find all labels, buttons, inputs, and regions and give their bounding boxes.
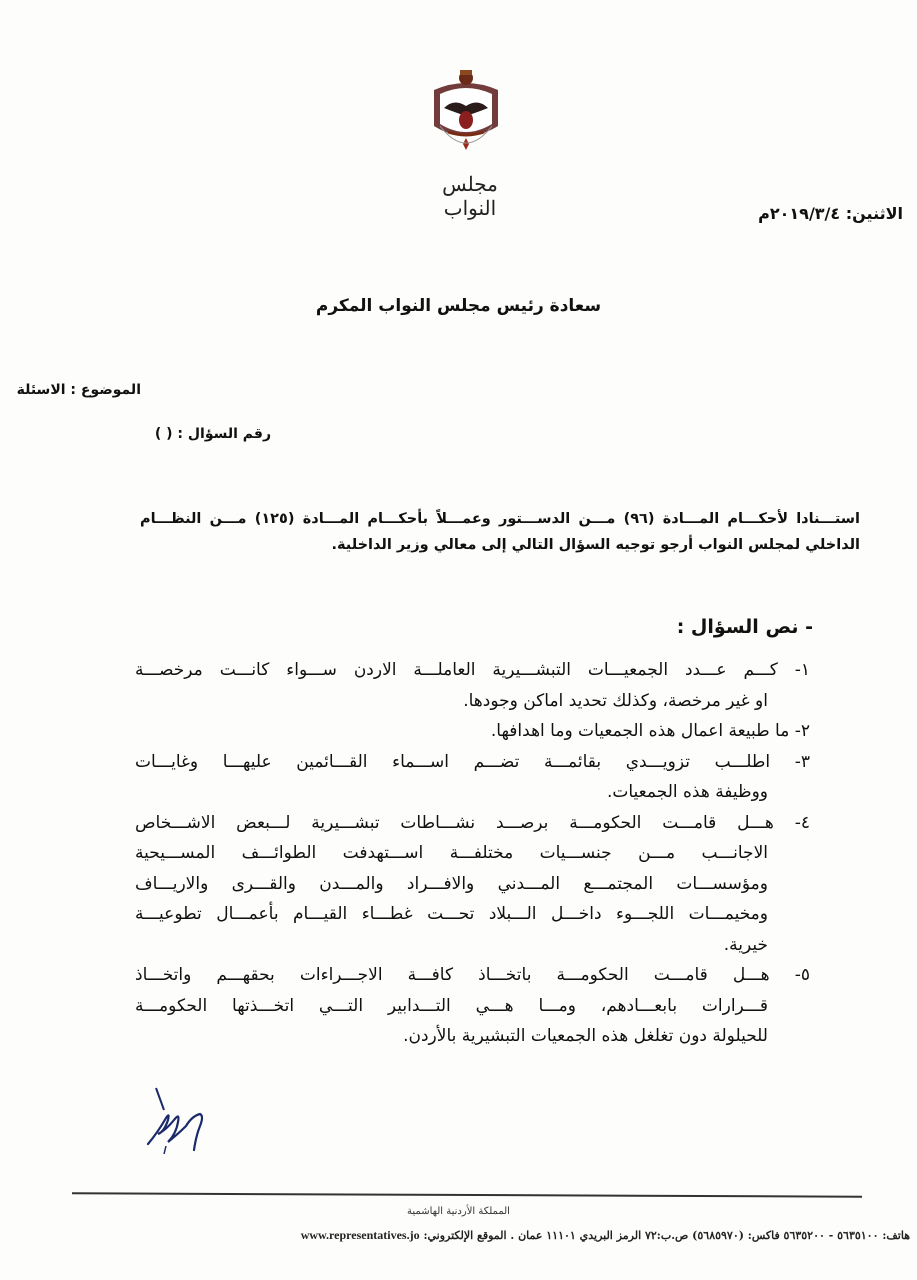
question-text: اطلـــب تزويـــدي بقائمـــة تضـــم اســـماء القـــائمين عليهـــا وغايـــات: [135, 751, 771, 772]
question-item: [135, 716, 810, 747]
question-item: [135, 747, 810, 808]
question-item: [135, 808, 810, 961]
question-line: قـــرارات بابعـــادهم، ومـــا هـــي التـــدابير التـــي اتخـــذتها الحكومـــة: [135, 995, 768, 1016]
question-number: ١-: [794, 660, 810, 680]
question-line: [135, 960, 810, 991]
question-number: ٢-: [794, 721, 810, 741]
question-text: ما طبيعة اعمال هذه الجمعيات وما اهدافها.: [490, 721, 790, 741]
footer-website-link[interactable]: www.representatives.jo: [300, 1228, 420, 1242]
questions-list: [135, 655, 810, 1052]
question-line: خيرية.: [723, 934, 768, 955]
question-number-line: رقم السؤال : ( ): [154, 426, 271, 442]
jordan-coat-of-arms-icon: [430, 68, 502, 160]
question-item: [135, 655, 810, 716]
addressee: سعادة رئيس مجلس النواب المكرم: [315, 296, 602, 316]
intro-line: الداخلي لمجلس النواب أرجو توجيه السؤال التالي إلى معالي وزير الداخلية.: [331, 537, 860, 553]
subject-line: الموضوع : الاسئلة: [16, 382, 141, 398]
footer-contact-info: [140, 1228, 910, 1243]
question-number: ٣-: [794, 751, 810, 772]
question-line: ومؤسســـات المجتمـــع المـــدني والافـــراد والمـــدن والقـــرى والاريـــاف: [135, 873, 768, 894]
question-text: كـــم عـــدد الجمعيـــات التبشـــيرية العاملـــة الاردن ســـواء كانـــت مرخصـــة: [135, 660, 778, 680]
question-number: ٤-: [794, 812, 810, 833]
question-line: او غير مرخصة، وكذلك تحديد اماكن وجودها.: [463, 690, 768, 711]
date-label: الاثنين:: [845, 204, 903, 223]
footer-contact-text: هاتف: ٥٦٣٥١٠٠ - ٥٦٣٥٢٠٠ فاكس: (٥٦٨٥٩٧٠) ص.ب:٧٢ الرمز البريدي ١١١٠١ عمان . الموقع الإلكتروني:: [423, 1229, 910, 1242]
question-line: ووظيفة هذه الجمعيات.: [606, 782, 768, 802]
question-line: [135, 655, 810, 686]
question-line: [135, 716, 810, 747]
question-text: هـــل قامـــت الحكومـــة باتخـــاذ كافـــة الاجـــراءات بحقهـــم واتخـــاذ: [135, 965, 770, 985]
intro-paragraph: [140, 506, 860, 558]
question-line: ومخيمـــات اللجـــوء داخـــل الـــبلاد تحـــت غطـــاء القيـــام بأعمـــال تطوعيـــة: [135, 904, 768, 924]
question-line: [135, 808, 810, 839]
handwritten-signature-icon: [128, 1084, 228, 1159]
question-number: ٥-: [794, 965, 810, 985]
date-value: ٢٠١٩/٣/٤م: [758, 204, 841, 223]
question-line: [135, 747, 810, 778]
footer-divider: [72, 1192, 862, 1197]
question-line: للحيلولة دون تغلغل هذه الجمعيات التبشيرية بالأردن.: [403, 1026, 768, 1046]
question-line: الاجانـــب مـــن جنســـيات مختلفـــة اســـتهدفت الطوائـــف المســـيحية: [135, 843, 768, 863]
question-item: [135, 960, 810, 1052]
questions-title: - نص السؤال :: [676, 616, 813, 638]
question-text: هـــل قامـــت الحكومـــة برصـــد نشـــاطات تبشـــيرية لـــبعض الاشـــخاص: [135, 812, 774, 833]
footer-kingdom-name: المملكة الأردنية الهاشمية: [407, 1206, 510, 1217]
council-name-calligraphy: مجلس النواب: [442, 172, 498, 220]
intro-line: استـــنادا لأحكـــام المـــادة (٩٦) مـــن الدســـتور وعمـــلاً بأحكـــام المـــادة (١٢٥) مـــن النظـــام: [140, 511, 860, 527]
letter-date: [758, 204, 903, 223]
